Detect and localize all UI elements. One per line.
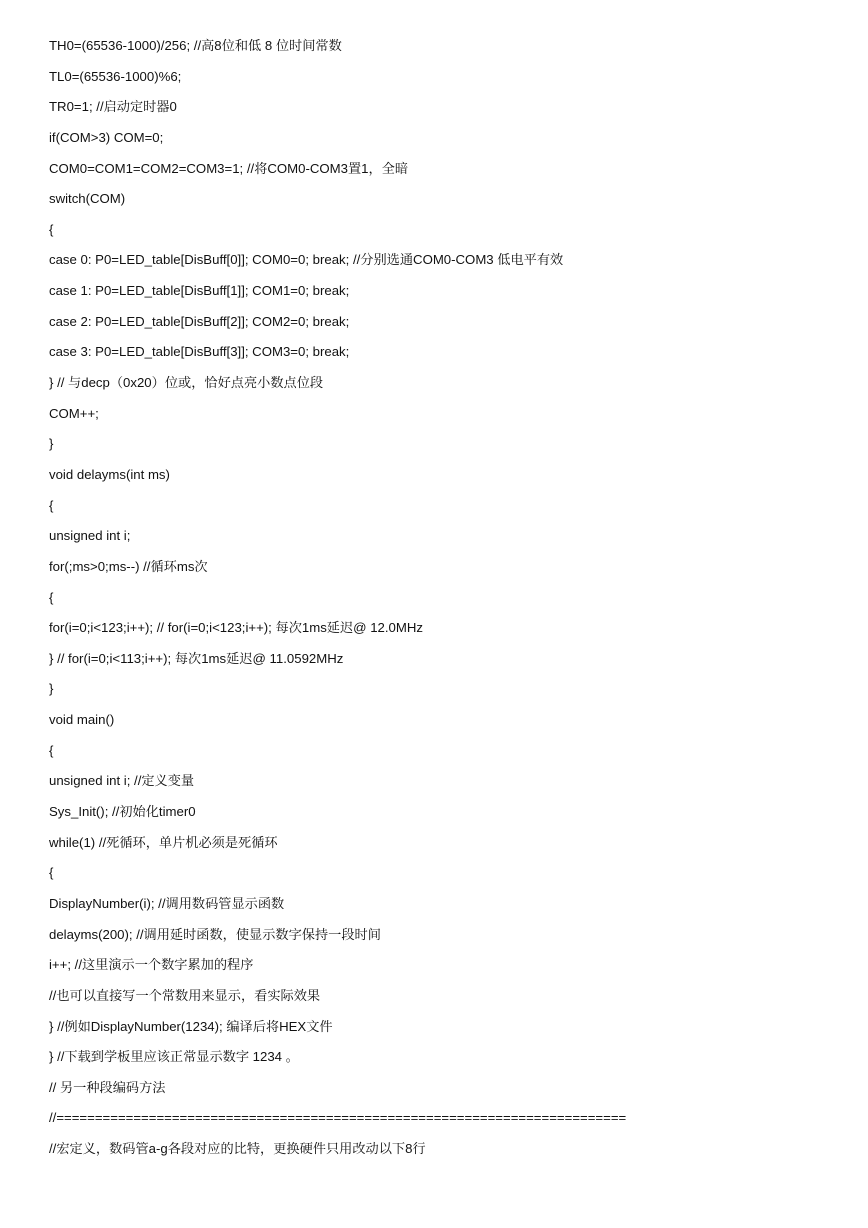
code-line: for(i=0;i<123;i++); // for(i=0;i<123;i++); 每次1ms延迟@ 12.0MHz — [49, 620, 423, 636]
code-line: delayms(200); //调用延时函数，使显示数字保持一段时间 — [49, 926, 381, 942]
code-line: //========================================================================== — [49, 1110, 627, 1126]
code-line: { — [49, 497, 54, 513]
code-line: unsigned int i; — [49, 528, 131, 544]
code-line: case 0: P0=LED_table[DisBuff[0]]; COM0=0; break; //分别选通COM0-COM3 低电平有效 — [49, 252, 564, 268]
code-line: while(1) //死循环，单片机必须是死循环 — [49, 834, 278, 850]
code-line: { — [49, 742, 54, 758]
code-line: TR0=1; //启动定时器0 — [49, 99, 177, 115]
code-line: } — [49, 681, 54, 697]
code-line: } //下载到学板里应该正常显示数字 1234 。 — [49, 1049, 299, 1065]
code-line: for(;ms>0;ms--) //循环ms次 — [49, 558, 208, 574]
code-line: } // for(i=0;i<113;i++); 每次1ms延迟@ 11.0592MHz — [49, 650, 344, 666]
code-line: case 3: P0=LED_table[DisBuff[3]]; COM3=0; break; — [49, 344, 350, 360]
code-line: unsigned int i; //定义变量 — [49, 773, 195, 789]
code-line: TL0=(65536-1000)%6; — [49, 68, 182, 84]
code-line: switch(COM) — [49, 191, 126, 207]
code-line: case 2: P0=LED_table[DisBuff[2]]; COM2=0; break; — [49, 313, 350, 329]
code-line: void main() — [49, 712, 115, 728]
code-line: if(COM>3) COM=0; — [49, 129, 164, 145]
code-listing — [49, 36, 626, 1170]
code-line: { — [49, 221, 54, 237]
code-line: TH0=(65536-1000)/256; //高8位和低 8 位时间常数 — [49, 38, 342, 53]
code-line: } //例如DisplayNumber(1234); 编译后将HEX文件 — [49, 1018, 333, 1034]
code-line: { — [49, 589, 54, 605]
code-line: COM0=COM1=COM2=COM3=1; //将COM0-COM3置1，全暗 — [49, 160, 409, 176]
code-line: case 1: P0=LED_table[DisBuff[1]]; COM1=0; break; — [49, 283, 350, 299]
code-line: //宏定义，数码管a-g各段对应的比特，更换硬件只用改动以下8行 — [49, 1141, 426, 1157]
code-line: } — [49, 436, 54, 452]
code-line: Sys_Init(); //初始化timer0 — [49, 804, 196, 820]
code-line: DisplayNumber(i); //调用数码管显示函数 — [49, 895, 285, 911]
code-line: i++; //这里演示一个数字累加的程序 — [49, 957, 254, 973]
code-line: } // 与decp（0x20）位或，恰好点亮小数点位段 — [49, 375, 324, 391]
code-line: COM++; — [49, 405, 99, 421]
code-line: //也可以直接写一个常数用来显示，看实际效果 — [49, 987, 321, 1003]
code-line: void delayms(int ms) — [49, 466, 170, 482]
code-line: { — [49, 865, 54, 881]
code-line: // 另一种段编码方法 — [49, 1079, 166, 1095]
